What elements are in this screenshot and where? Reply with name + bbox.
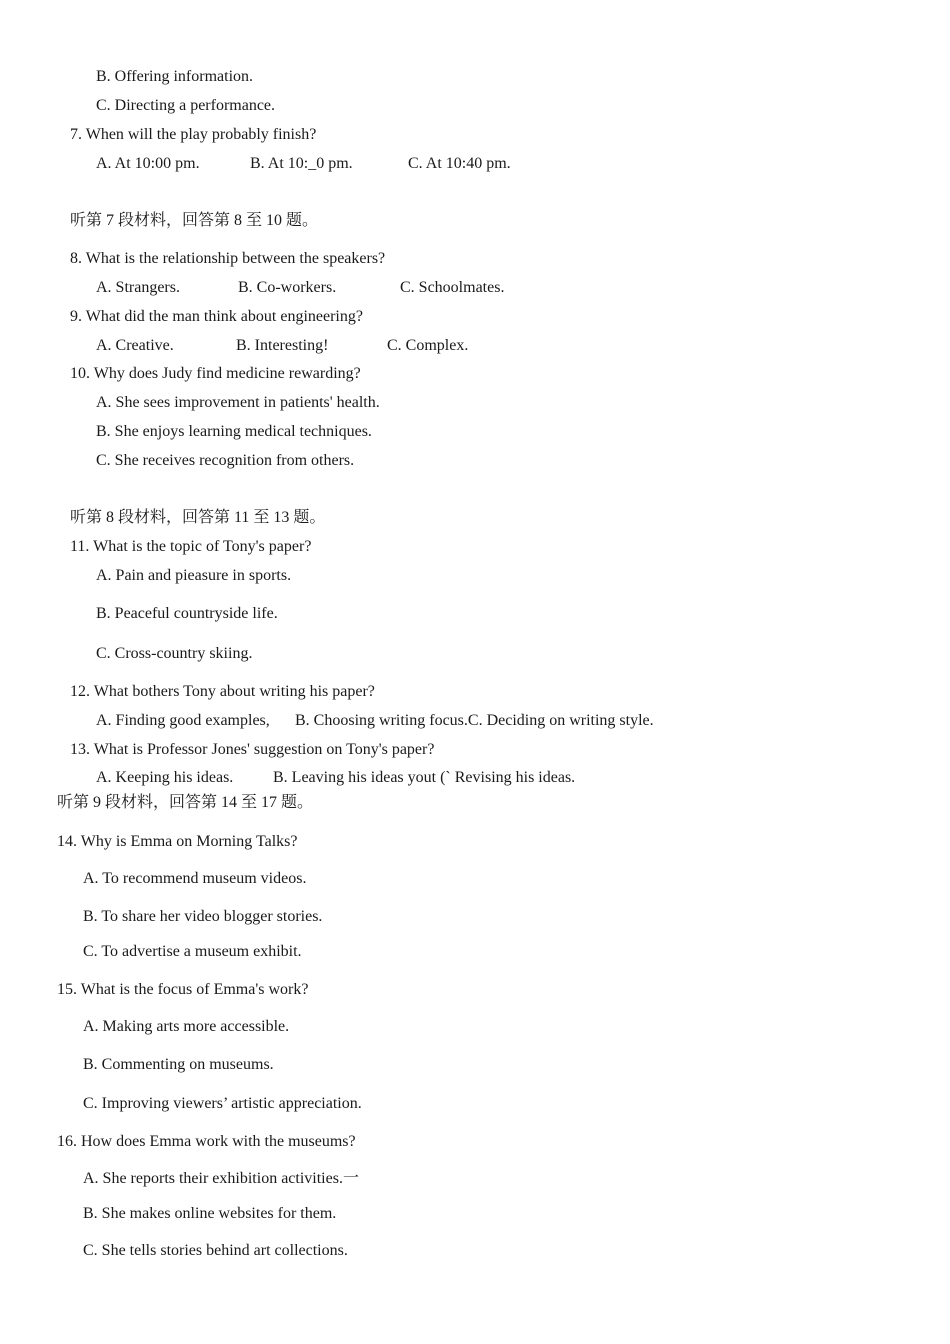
question-9: 9. What did the man think about engineering? <box>70 308 363 325</box>
question-7: 7. When will the play probably finish? <box>70 126 317 143</box>
option-c: C. Improving viewers’ artistic appreciation. <box>83 1095 362 1112</box>
option-c: C. At 10:40 pm. <box>408 155 511 172</box>
option-c: C. She tells stories behind art collections. <box>83 1242 348 1259</box>
option-c: C. Complex. <box>387 337 469 354</box>
option-b: B. She makes online websites for them. <box>83 1205 337 1222</box>
option-text: C. Directing a performance. <box>96 97 276 114</box>
option-a: A. At 10:00 pm. <box>96 155 200 172</box>
option-b: B. Commenting on museums. <box>83 1056 274 1073</box>
option-a: A. Strangers. <box>96 279 180 296</box>
option-a: A. She sees improvement in patients' health. <box>96 394 380 411</box>
question-12: 12. What bothers Tony about writing his paper? <box>70 683 375 700</box>
option-b: B. To share her video blogger stories. <box>83 908 323 925</box>
option-b: B. Co-workers. <box>238 279 337 296</box>
option-a: A. She reports their exhibition activities.一 <box>83 1170 359 1187</box>
section-heading-8: 听第 8 段材料，回答第 11 至 13 题。 <box>70 509 326 526</box>
section-heading-7: 听第 7 段材料，回答第 8 至 10 题。 <box>70 212 319 229</box>
option-b: B. At 10:_0 pm. <box>250 155 353 172</box>
question-15: 15. What is the focus of Emma's work? <box>57 981 309 998</box>
question-8: 8. What is the relationship between the speakers? <box>70 250 386 267</box>
option-b: B. Peaceful countryside life. <box>96 605 278 622</box>
option-a: A. To recommend museum videos. <box>83 870 307 887</box>
option-b: B. She enjoys learning medical techniques. <box>96 423 372 440</box>
option-b: B. Interesting! <box>236 337 329 354</box>
question-16: 16. How does Emma work with the museums? <box>57 1133 356 1150</box>
question-14: 14. Why is Emma on Morning Talks? <box>57 833 298 850</box>
option-a: A. Making arts more accessible. <box>83 1018 290 1035</box>
option-c: C. She receives recognition from others. <box>96 452 355 469</box>
question-13: 13. What is Professor Jones' suggestion on Tony's paper? <box>70 741 435 758</box>
option-b-c: B. Leaving his ideas yout (` Revising his ideas. <box>273 769 576 786</box>
option-a: A. Keeping his ideas. <box>96 769 234 786</box>
question-10: 10. Why does Judy find medicine rewarding? <box>70 365 361 382</box>
option-text: B. Offering information. <box>96 68 254 85</box>
option-c: C. To advertise a museum exhibit. <box>83 943 302 960</box>
option-c: C. Schoolmates. <box>400 279 505 296</box>
option-a: A. Finding good examples, <box>96 712 270 729</box>
option-a: A. Pain and pieasure in sports. <box>96 567 292 584</box>
question-11: 11. What is the topic of Tony's paper? <box>70 538 312 555</box>
option-c: C. Cross-country skiing. <box>96 645 253 662</box>
section-heading-9: 听第 9 段材料，回答第 14 至 17 题。 <box>57 794 314 811</box>
option-b-c: B. Choosing writing focus.C. Deciding on writing style. <box>295 712 654 729</box>
option-a: A. Creative. <box>96 337 174 354</box>
